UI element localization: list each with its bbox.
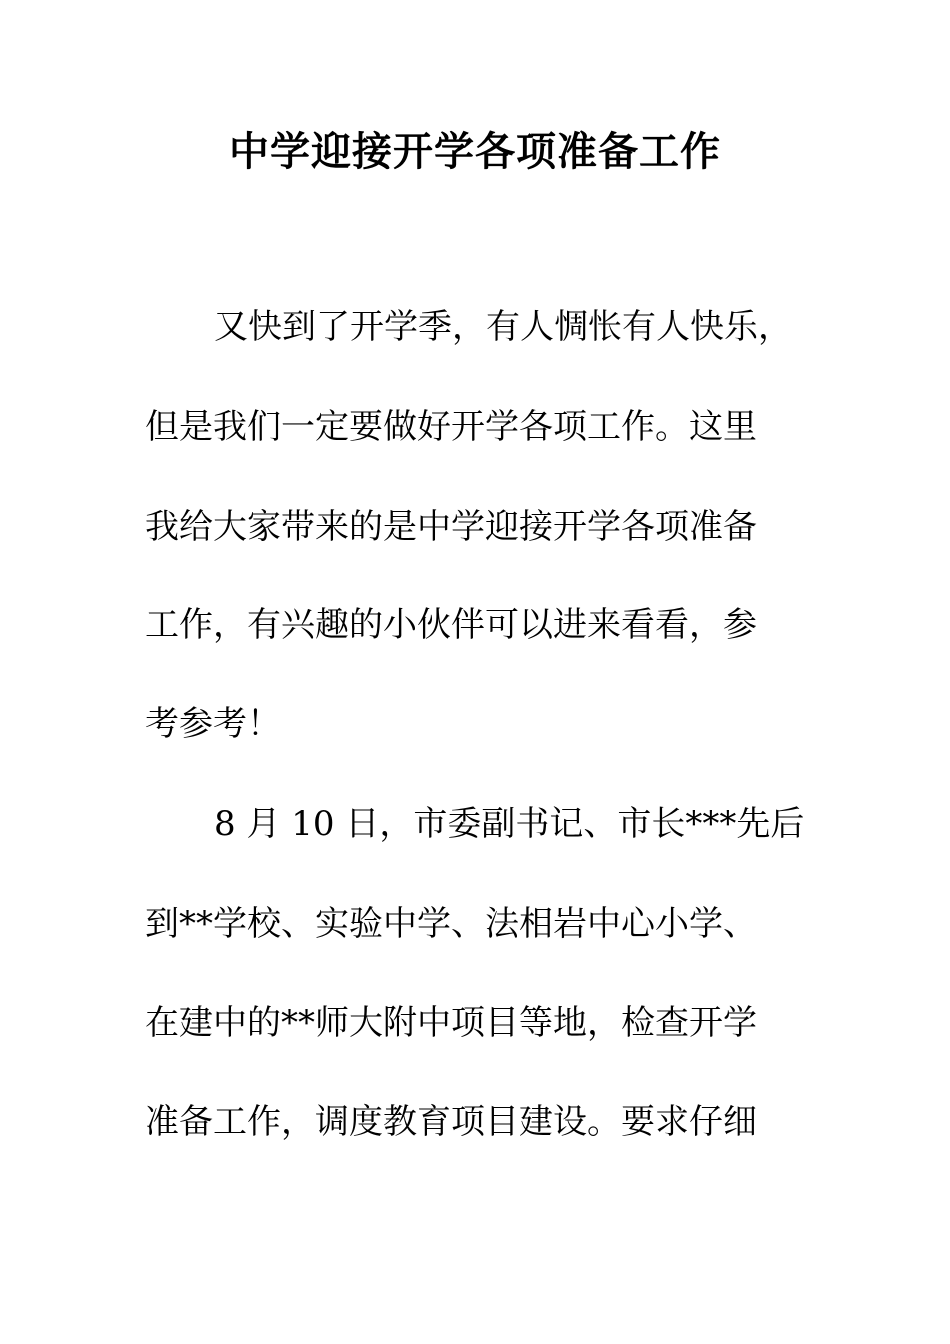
paragraph-line: 但是我们一定要做好开学各项工作。这里 [145, 407, 757, 447]
paragraph-line: 又快到了开学季，有人惆怅有人快乐， [214, 307, 792, 347]
paragraph-line: 我给大家带来的是中学迎接开学各项准备 [145, 507, 757, 547]
document-title: 中学迎接开学各项准备工作 [229, 128, 721, 175]
paragraph-line: 工作，有兴趣的小伙伴可以进来看看，参 [145, 605, 757, 645]
paragraph-line: 准备工作，调度教育项目建设。要求仔细 [145, 1102, 757, 1142]
paragraph-line: 到**学校、实验中学、法相岩中心小学、 [145, 904, 757, 944]
paragraph-line: 在建中的**师大附中项目等地，检查开学 [145, 1003, 757, 1043]
paragraph-line: 考参考！ [145, 704, 281, 744]
paragraph-line: 8 月 10 日，市委副书记、市长***先后 [214, 804, 805, 844]
